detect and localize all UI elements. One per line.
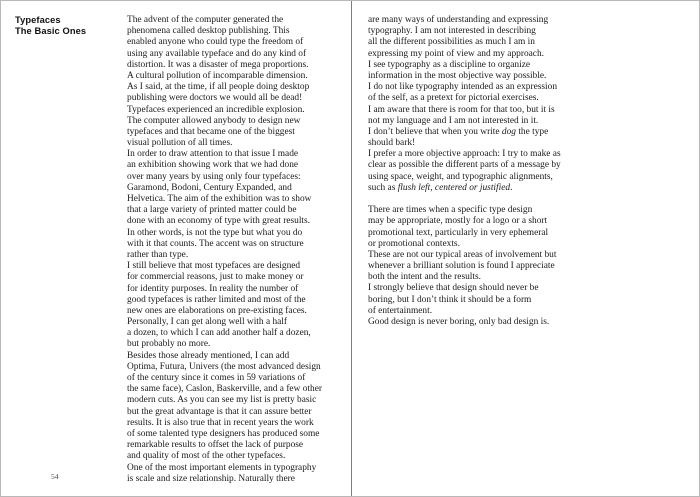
text-line: over many years by using only four typefaces: — [127, 171, 301, 182]
text-line: an exhibition showing work that we had done — [127, 160, 299, 171]
text-line: I prefer a more objective approach: I try to make as — [368, 149, 561, 160]
text-line: or promotional contexts. — [368, 238, 460, 249]
text-line: of the self, as a pretext for pictorial exercises. — [368, 93, 539, 104]
text-line: a dozen, to which I can add another half a dozen, — [127, 328, 311, 339]
text-line: The computer allowed anybody to design new — [127, 115, 301, 126]
text-line: typefaces and that became one of the biggest — [127, 126, 295, 137]
text-line: for commercial reasons, just to make money or — [127, 272, 304, 283]
paragraph-good-design — [368, 317, 580, 328]
paragraph-commercial-reasons — [127, 261, 333, 351]
text-line: In order to draw attention to that issue I made — [127, 149, 299, 160]
text-line: boring, but I don’t think it should be a form — [368, 294, 532, 305]
text-line: I don’t believe that when you write dog the type — [368, 126, 549, 137]
text-line: enabled anyone who could type the freedom of — [127, 37, 304, 48]
text-line: such as flush left, centered or justified. — [368, 182, 513, 193]
paragraph-desktop-publishing — [127, 15, 333, 149]
text-line: I do not like typography intended as an expression — [368, 82, 558, 93]
text-line: not my language and I am not interested in it. — [368, 115, 539, 126]
text-line: new ones are elaborations on pre-existing faces. — [127, 305, 307, 316]
paragraph-brilliant-solution — [368, 250, 580, 284]
text-line: typography. I am not interested in describing — [368, 26, 536, 37]
text-line: good typefaces is rather limited and most of the — [127, 294, 306, 305]
text-line: are many ways of understanding and expressing — [368, 15, 549, 25]
paragraph-never-boring — [368, 283, 580, 317]
text-line: done with an economy of type with great results. — [127, 216, 311, 227]
text-line: A cultural pollution of incomparable dimension. — [127, 70, 308, 81]
text-line: publishing were doctors we would all be dead! — [127, 93, 303, 104]
paragraph-specific-type-design — [368, 205, 580, 250]
text-line: Optima, Futura, Univers (the most advanced design — [127, 361, 321, 372]
text-line: of the century since it comes in 59 variations of — [127, 373, 306, 383]
paragraph-scale-and-size — [127, 463, 333, 485]
text-line: Typefaces experienced an incredible explosion. — [127, 104, 305, 115]
text-line: should bark! — [368, 138, 416, 149]
text-line: for identity purposes. In reality the number of — [127, 283, 299, 294]
page-number: 54 — [51, 472, 59, 481]
text-line: phenomena called desktop publishing. This — [127, 26, 290, 37]
text-line: As I said, at the time, if all people doing desktop — [127, 82, 310, 93]
text-line: visual pollution of all times. — [127, 138, 233, 149]
text-line: but probably no more. — [127, 339, 211, 350]
text-line: Besides those already mentioned, I can add — [127, 350, 290, 361]
text-line: results. It is also true that in recent years the work — [127, 417, 314, 428]
text-line: Helvetica. The aim of the exhibition was to show — [127, 194, 312, 204]
text-line: of some talented type designers has produced some — [127, 428, 320, 439]
text-line: remarkable results to offset the lack of purpose — [127, 440, 304, 451]
text-line: I strongly believe that design should never be — [368, 283, 539, 294]
text-line: and quality of most of the other typefaces. — [127, 451, 286, 462]
text-line: the same face), Caslon, Baskerville, and a few other — [127, 384, 322, 395]
paragraph-objective-approach — [368, 149, 580, 194]
paragraph-four-typefaces-exhibition — [127, 149, 333, 261]
text-line: I still believe that most typefaces are designed — [127, 261, 301, 272]
text-line: I see typography as a discipline to organize — [368, 59, 531, 70]
text-line: Garamond, Bodoni, Century Expanded, and — [127, 182, 292, 193]
italic-emphasis: dog — [501, 126, 516, 137]
text-line: distortion. It was a disaster of mega proportions. — [127, 59, 309, 70]
text-line: One of the most important elements in typography — [127, 462, 317, 473]
text-line: both the intent and the results. — [368, 272, 481, 283]
text-line: In other words, is not the type but what you do — [127, 227, 303, 238]
text-line: but the great advantage is that it can assure better — [127, 406, 312, 417]
text-line: of entertainment. — [368, 305, 433, 316]
text-line: The advent of the computer generated the — [127, 15, 284, 25]
text-line: promotional text, particularly in very ephemeral — [368, 227, 549, 238]
text-line: whenever a brilliant solution is found I appreciate — [368, 261, 555, 272]
paragraph-other-typefaces-list — [127, 351, 333, 463]
text-line: clear as possible the different parts of a message by — [368, 160, 561, 171]
heading-line-2: The Basic Ones — [15, 26, 87, 37]
body-column-left — [127, 15, 333, 485]
page-heading — [15, 15, 120, 37]
text-line: may be appropriate, mostly for a logo or a short — [368, 216, 548, 227]
text-line: with it that counts. The accent was on structure — [127, 238, 304, 249]
text-line: that a large variety of printed matter could be — [127, 205, 297, 216]
text-line: using space, weight, and typographic alignments, — [368, 171, 553, 182]
paragraph-dog-should-bark — [368, 127, 580, 149]
heading-line-1: Typefaces — [15, 15, 61, 25]
text-line: is scale and size relationship. Naturally there — [127, 473, 295, 484]
text-line: information in the most objective way possible. — [368, 70, 547, 81]
body-column-right — [368, 15, 580, 328]
text-line: Good design is never boring, only bad design is. — [368, 317, 550, 328]
text-line: I am aware that there is room for that too, but it is — [368, 104, 555, 115]
text-line: These are not our typical areas of involvement but — [368, 249, 557, 260]
text-line: modern cuts. As you can see my list is pretty basic — [127, 395, 317, 406]
column-divider-rule — [351, 1, 352, 497]
text-line: all the different possibilities as much I am in — [368, 37, 535, 48]
text-line: There are times when a specific type design — [368, 205, 533, 216]
paragraph-expressing-typography — [368, 15, 580, 127]
text-line: using any available typeface and do any kind of — [127, 48, 307, 59]
text-line: expressing my point of view and my approach. — [368, 48, 545, 59]
italic-emphasis: flush left, centered or justified — [397, 182, 511, 193]
text-line: rather than type. — [127, 249, 189, 260]
text-line: Personally, I can get along well with a half — [127, 317, 288, 328]
